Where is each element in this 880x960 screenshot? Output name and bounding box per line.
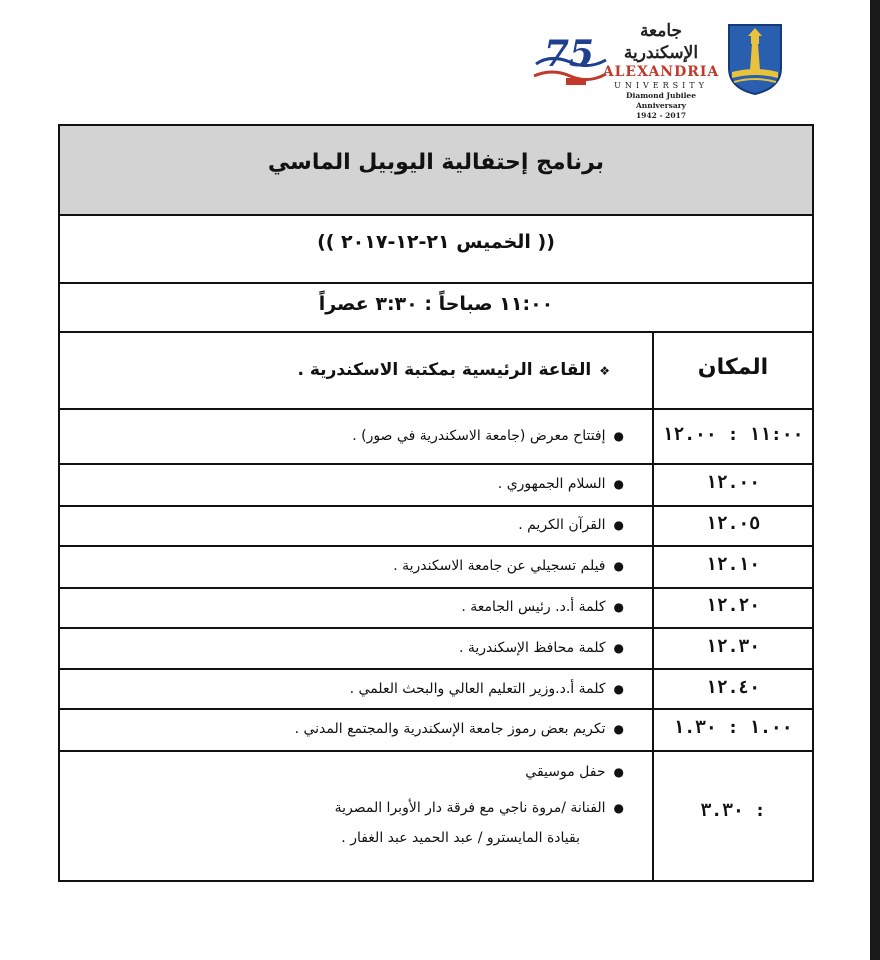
logo-years: 1942 - 2017 <box>635 111 687 120</box>
program-date: (( الخميس ٢١-١٢-٢٠١٧ )) <box>317 231 555 253</box>
bullet-icon: ● <box>613 641 624 655</box>
row-item <box>518 517 624 533</box>
bullet-icon: ● <box>613 722 624 736</box>
row-time: ١٢.٠٥ <box>705 513 761 534</box>
row-divider <box>58 708 814 710</box>
row-divider <box>58 545 814 547</box>
row-divider <box>58 331 814 333</box>
venue-value <box>298 360 611 380</box>
row-item-text: حفل موسيقي <box>525 764 606 780</box>
program-hours: ١١:٠٠ صباحاً : ٣:٣٠ عصراً <box>318 293 554 315</box>
row-divider <box>58 408 814 410</box>
lighthouse-shield-icon <box>726 22 784 96</box>
row-time: ١٢.٠٠ <box>705 472 761 493</box>
venue-label: المكان <box>697 355 769 380</box>
venue-bullet-icon: ❖ <box>599 364 610 378</box>
row-item-text: القرآن الكريم . <box>518 517 606 533</box>
row-divider <box>58 627 814 629</box>
row-divider <box>58 668 814 670</box>
right-edge-border <box>870 0 880 960</box>
row-item <box>352 428 624 444</box>
row-item <box>461 599 624 615</box>
bullet-icon: ● <box>613 765 624 779</box>
row-item-text: كلمة أ.د. رئيس الجامعة . <box>461 599 606 615</box>
row-item-text: السلام الجمهوري . <box>497 476 606 492</box>
row-time: ١٢.٣٠ <box>705 636 761 657</box>
logo-english-name: ALEXANDRIA <box>602 64 720 80</box>
logo-anniversary-text: Diamond Jubilee Anniversary <box>626 91 696 110</box>
logo-university-word: UNIVERSITY <box>614 81 708 90</box>
row-divider <box>58 282 814 284</box>
row-item <box>525 764 624 780</box>
row-time: ١٢.٢٠ <box>705 595 761 616</box>
anniversary-75-emblem <box>530 24 610 94</box>
logo-arabic-name: جامعة الإسكندرية <box>623 21 699 63</box>
row-item-text: إفتتاح معرض (جامعة الاسكندرية في صور) . <box>352 428 606 444</box>
row-time: ٣.٣٠ : <box>700 800 766 821</box>
row-divider <box>58 214 814 216</box>
bullet-icon: ● <box>613 429 624 443</box>
row-time: ١.٠٠ : ١.٣٠ <box>673 717 793 738</box>
bullet-icon: ● <box>613 801 624 815</box>
bullet-icon: ● <box>613 600 624 614</box>
row-time: ١٢.١٠ <box>705 554 761 575</box>
anniversary-number: 75 <box>544 33 595 75</box>
row-item-text: فيلم تسجيلي عن جامعة الاسكندرية . <box>393 558 606 574</box>
row-time: ١١:٠٠ : ١٢.٠٠ <box>662 424 804 445</box>
program-title: برنامج إحتفالية اليوبيل الماسي <box>267 150 605 175</box>
row-item-continuation: بقيادة المايسترو / عبد الحميد عبد الغفار . <box>341 830 580 846</box>
row-item <box>459 640 624 656</box>
row-item-text: الفنانة /مروة ناجي مع فرقة دار الأوبرا المصرية <box>334 800 606 816</box>
row-item-text: تكريم بعض رموز جامعة الإسكندرية والمجتمع المدني . <box>294 721 606 737</box>
row-item <box>498 476 624 492</box>
bullet-icon: ● <box>613 682 624 696</box>
university-logo <box>530 18 785 120</box>
row-item <box>295 721 624 737</box>
row-item <box>350 681 624 697</box>
bullet-icon: ● <box>613 559 624 573</box>
row-divider <box>58 505 814 507</box>
venue-text: القاعة الرئيسية بمكتبة الاسكندرية . <box>297 360 592 380</box>
row-item-text: كلمة أ.د.وزير التعليم العالي والبحث العلمي . <box>349 681 606 697</box>
row-item <box>393 558 624 574</box>
logo-text-block <box>600 20 722 121</box>
row-item-text: كلمة محافظ الإسكندرية . <box>458 640 606 656</box>
row-divider <box>58 750 814 752</box>
row-divider <box>58 587 814 589</box>
row-item <box>335 800 624 816</box>
bullet-icon: ● <box>613 477 624 491</box>
row-time: ١٢.٤٠ <box>705 677 761 698</box>
bullet-icon: ● <box>613 518 624 532</box>
row-divider <box>58 463 814 465</box>
